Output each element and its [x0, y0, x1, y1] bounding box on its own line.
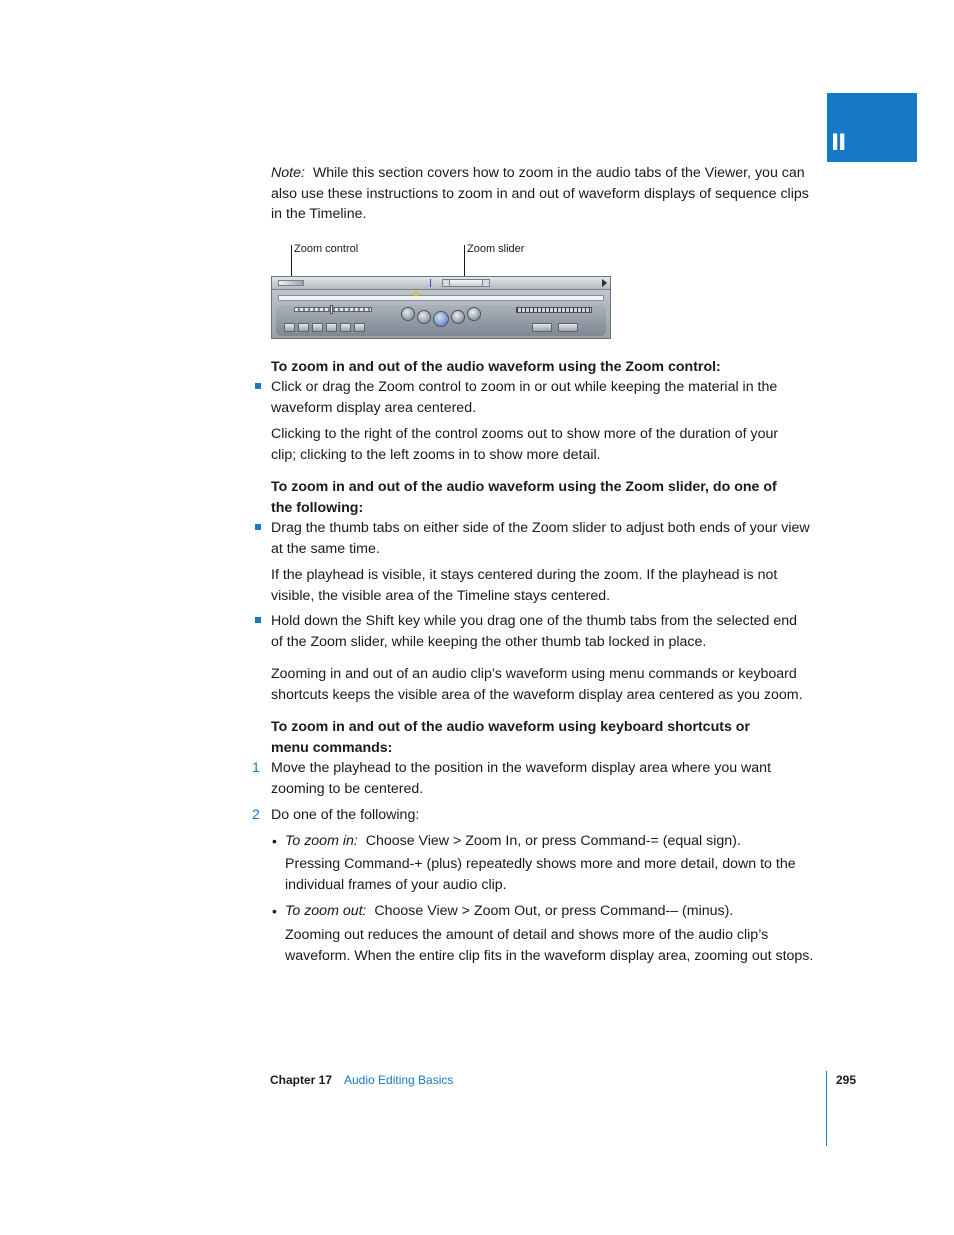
note-text-line3: in the Timeline.: [271, 206, 367, 223]
previous-edit-button[interactable]: [401, 307, 415, 321]
jog-control[interactable]: [516, 307, 592, 313]
play-around-current-button[interactable]: [451, 310, 465, 324]
section3-heading: [271, 717, 750, 758]
generator-button[interactable]: [558, 323, 578, 332]
sub1-para-line2: individual frames of your audio clip.: [285, 876, 507, 893]
note-label: Note:: [271, 165, 305, 181]
note-text-line2: also use these instructions to zoom in and out of waveform displays of sequence clips: [271, 185, 809, 202]
section-tab-label: II: [831, 131, 846, 156]
zoom-slider[interactable]: [442, 279, 490, 287]
mark-clip-button[interactable]: [298, 323, 309, 332]
sub2-bullet: •: [272, 903, 277, 919]
sub2-label: To zoom out:: [285, 903, 367, 919]
play-button[interactable]: [433, 311, 449, 327]
section2-para-line2: visible, the visible area of the Timeline stays centered.: [271, 587, 611, 604]
section3-heading-line2: menu commands:: [271, 739, 393, 756]
section2-bullet1-text: [271, 518, 810, 559]
sub1-bullet: •: [272, 833, 277, 849]
section2-heading: [271, 477, 777, 518]
playhead-icon[interactable]: [412, 292, 420, 297]
section2-bullet2-icon: [255, 617, 261, 623]
section2-bullet1-line1: Drag the thumb tabs on either side of the Zoom slider to adjust both ends of your view: [271, 520, 810, 536]
section1-heading: To zoom in and out of the audio waveform using the Zoom control:: [271, 359, 721, 375]
section2-bullet2-line2: of the Zoom slider, while keeping the other thumb tab locked in place.: [271, 633, 707, 650]
footer-divider: [826, 1071, 827, 1146]
sub1-label: To zoom in:: [285, 833, 358, 849]
callout-zoom-control: Zoom control: [294, 243, 359, 255]
match-frame-button[interactable]: [284, 323, 295, 332]
section2-bullet2-text: [271, 611, 797, 652]
sub2-paragraph: [285, 925, 813, 966]
section1-paragraph: [271, 424, 778, 465]
sub2-text: Choose View > Zoom Out, or press Command-– (minus).: [374, 903, 734, 919]
scrubber-bar[interactable]: [278, 295, 604, 301]
section2-paragraph: [271, 565, 777, 606]
step1-line1: Move the playhead to the position in the waveform display area where you want: [271, 760, 772, 776]
scroll-right-arrow-icon[interactable]: [602, 279, 607, 287]
sub1-paragraph: [285, 854, 796, 895]
section2-bullet2-line1: Hold down the Shift key while you drag one of the thumb tabs from the selected end: [271, 613, 798, 629]
callout-zoom-slider: Zoom slider: [467, 243, 525, 255]
page-number: 295: [836, 1073, 857, 1087]
sub1-line: [285, 831, 741, 852]
section3-heading-line1: To zoom in and out of the audio waveform using keyboard shortcuts or: [271, 719, 750, 735]
sub2-para-line2: waveform. When the entire clip fits in the waveform display area, zooming out stops.: [285, 947, 814, 964]
step1-text: [271, 758, 771, 799]
next-edit-button[interactable]: [467, 307, 481, 321]
section1-bullet-text: [271, 377, 777, 418]
step2-text: Do one of the following:: [271, 807, 420, 823]
viewer-controls-image: [271, 276, 611, 339]
section2-heading-line1: To zoom in and out of the audio waveform using the Zoom slider, do one of: [271, 479, 777, 495]
menu-para-line1: Zooming in and out of an audio clip’s waveform using menu commands or keyboard: [271, 666, 797, 682]
sub2-line: [285, 901, 733, 922]
section2-para-line1: If the playhead is visible, it stays centered during the zoom. If the playhead is not: [271, 567, 778, 583]
section1-para-line1: Clicking to the right of the control zooms out to show more of the duration of your: [271, 426, 779, 442]
add-keyframe-button[interactable]: [312, 323, 323, 332]
transport-panel: [276, 305, 606, 336]
playhead-marker: [430, 279, 431, 287]
section2-heading-line2: the following:: [271, 499, 364, 516]
sub1-para-line1: Pressing Command-+ (plus) repeatedly shows more and more detail, down to the: [285, 856, 796, 872]
zoom-control[interactable]: [278, 280, 304, 286]
note-text-line1: While this section covers how to zoom in the audio tabs of the Viewer, you can: [312, 165, 805, 181]
note-paragraph: [271, 163, 831, 225]
step1-line2: zooming to be centered.: [271, 780, 424, 797]
section2-bullet1-icon: [255, 524, 261, 530]
add-marker-button[interactable]: [326, 323, 337, 332]
mark-out-button[interactable]: [354, 323, 365, 332]
section1-para-line2: clip; clicking to the left zooms in to show more detail.: [271, 446, 601, 463]
menu-commands-paragraph: [271, 664, 803, 705]
zoom-slider-left-thumb[interactable]: [443, 280, 450, 286]
play-in-to-out-button[interactable]: [417, 310, 431, 324]
step2-number: 2: [252, 807, 260, 823]
section1-bullet-icon: [255, 383, 261, 389]
zoom-slider-right-thumb[interactable]: [482, 280, 489, 286]
menu-para-line2: shortcuts keeps the visible area of the waveform display area centered as you zoom.: [271, 686, 803, 703]
sub1-text: Choose View > Zoom In, or press Command-= (equal sign).: [365, 833, 741, 849]
zoom-bar: [272, 277, 610, 290]
sub2-para-line1: Zooming out reduces the amount of detail and shows more of the audio clip’s: [285, 927, 769, 943]
footer-chapter-title: Audio Editing Basics: [344, 1073, 454, 1087]
section1-bullet-line2: waveform display area centered.: [271, 399, 477, 416]
shuttle-thumb[interactable]: [330, 305, 333, 314]
recent-clips-button[interactable]: [532, 323, 552, 332]
section1-bullet-line1: Click or drag the Zoom control to zoom in or out while keeping the material in the: [271, 379, 778, 395]
section2-bullet1-line2: at the same time.: [271, 540, 380, 557]
section-tab: [827, 93, 917, 162]
shuttle-control[interactable]: [294, 307, 372, 312]
mark-in-button[interactable]: [340, 323, 351, 332]
footer-chapter: Chapter 17: [270, 1073, 333, 1087]
step1-number: 1: [252, 760, 260, 776]
